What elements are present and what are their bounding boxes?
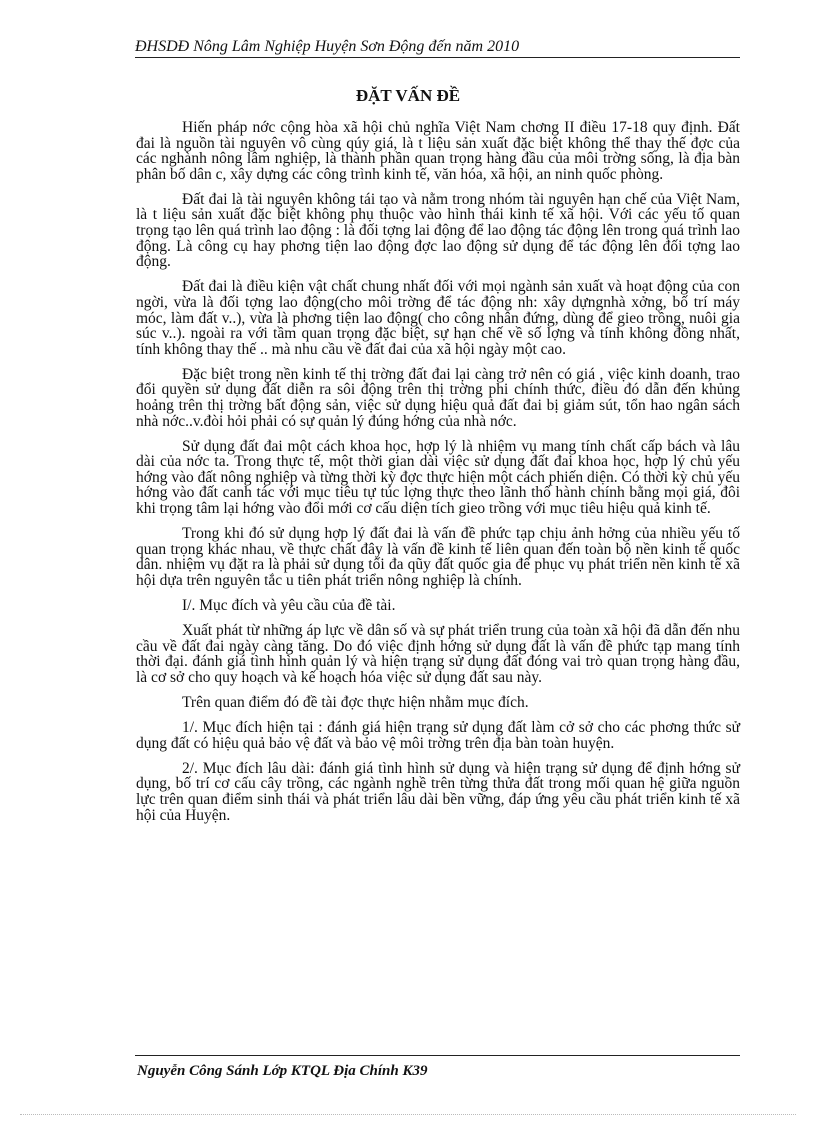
- paragraph: Đặc biệt trong nền kinh tế thị trờng đất đai lại càng trở nên có giá , việc kinh doanh, trao đổi quyền sử dụng đất diễn ra sôi động trên thị trờng phi chính thức, điều đó dẫn đến khủng hoảng trên thị trờng bất động sản, việc sử dụng hiệu quả đất đai bị giảm sút, tổn hao ngân sách nhà nớc..v.đòi hỏi phải có sự quản lý đúng hớng của nhà nớc.: [136, 365, 740, 430]
- paragraph: Trên quan điểm đó đề tài đợc thực hiện nhằm mục đích.: [182, 694, 529, 711]
- paragraph: Sử dụng đất đai một cách khoa học, hợp lý là nhiệm vụ mang tính chất cấp bách và lâu dài của nớc ta. Trong thực tế, một thời gian dài việc sử dụng đất đai khoa học, hợp lý chủ yếu hớng vào đất nông nghiệp và từng thời kỳ đợc thực hiện một cách phiến diện. Có thời kỳ chủ yếu hớng vào đất canh tác với mục tiêu tự túc lợng thực theo lãnh thổ hành chính bằng mọi giá, đôi khi trọng tâm lại hớng vào đổi mới cơ cấu diện tích gieo trồng với mục tiêu hiệu quả kinh tế.: [136, 437, 740, 518]
- page-header: ĐHSDĐ Nông Lâm Nghiệp Huyện Sơn Động đến năm 2010: [135, 38, 740, 58]
- section-heading: I/. Mục đích và yêu cầu của đề tài.: [182, 597, 396, 615]
- paragraph: 1/. Mục đích hiện tại : đánh giá hiện trạng sử dụng đất làm cở sở cho các phơng thức sử dụng đất có hiệu quả bảo vệ đất và bảo vệ môi trờng trên địa bàn toàn huyện.: [136, 719, 740, 752]
- page-bottom-dotted-line: [20, 1114, 796, 1115]
- paragraph: Trong khi đó sử dụng hợp lý đất đai là vấn đề phức tạp chịu ảnh hởng của nhiều yếu tố quan trọng khác nhau, về thực chất đây là vấn đề kinh tế liên quan đến toàn bộ nền kinh tế quốc dân. nhiệm vụ đặt ra là phải sử dụng tối đa qũy đất quốc gia để phục vụ phát triển nền kinh tế xã hội dựa trên nguyên tắc u tiên phát triển nông nghiệp là chính.: [136, 525, 740, 589]
- footer-divider: [135, 1055, 740, 1056]
- paragraph: Xuất phát từ những áp lực về dân số và sự phát triển trung của toàn xã hội đã dẫn đến nhu cầu về đất đai ngày càng tăng. Do đó việc định hớng sử dụng đất là vấn đề phức tạp mang tính thời đại. đánh giá tình hình quản lý và hiện trạng sử dụng đất đóng vai trò quan trọng hàng đầu, là cơ sở cho quy hoạch và kế hoạch hóa việc sử dụng đất sau này.: [136, 622, 740, 686]
- page-footer: Nguyễn Công Sánh Lớp KTQL Địa Chính K39: [137, 1063, 428, 1079]
- page-title: ĐẶT VẤN ĐỀ: [355, 86, 461, 105]
- document-body: [136, 120, 740, 833]
- paragraph: Đất đai là điều kiện vật chất chung nhất đối với mọi ngành sản xuất và hoạt động của con ngời, vừa là đối tợng lao động(cho môi trờng để tác động nh: xây dựngnhà xởng, bố trí máy móc, làm đất v..), vừa là phơng tiện lao động( cho công nhân đứng, dùng để gieo trồng, nuôi gia súc v..). ngoài ra với tầm quan trọng đặc biệt, sự hạn chế về số lợng và tính không đồng nhất, tính không thay thế .. mà nhu cầu về đất đai của xã hội ngày một cao.: [136, 278, 740, 358]
- paragraph: Đất đai là tài nguyên không tái tạo và nằm trong nhóm tài nguyên hạn chế của Việt Nam, là t liệu sản xuất đặc biệt không phụ thuộc vào hình thái kinh tế xã hội. Với các yếu tố quan trọng tạo lên quá trình lao động : là đối tợng lai động để lao động tác động lên trong quá trình lao động. Là công cụ hay phơng tiện lao động đợc lao động sử dụng để tác động lên đối tợng lao động.: [136, 190, 740, 271]
- paragraph: Hiến pháp nớc cộng hòa xã hội chủ nghĩa Việt Nam chơng II điều 17-18 quy định. Đất đai là nguồn tài nguyên vô cùng qúy giá, là t liệu sản xuất đặc biệt không thể thay thế đợc của các nghành nông lâm nghiệp, là thành phần quan trọng hàng đầu của môi trờng sống, là địa bàn phân bố dân c, xây dựng các công trình kinh tế, văn hóa, xã hội, an ninh quốc phòng.: [136, 119, 740, 183]
- paragraph: 2/. Mục đích lâu dài: đánh giá tình hình sử dụng và hiện trạng sử dụng để định hớng sử dụng, bố trí cơ cấu cây trồng, các ngành nghề trên từng thửa đất trong mối quan hệ giữa nguồn lực trên quan điểm sinh thái và phát triển lâu dài bền vững, đáp ứng yêu cầu phát triển kinh tế xã hội của Huyện.: [136, 759, 740, 824]
